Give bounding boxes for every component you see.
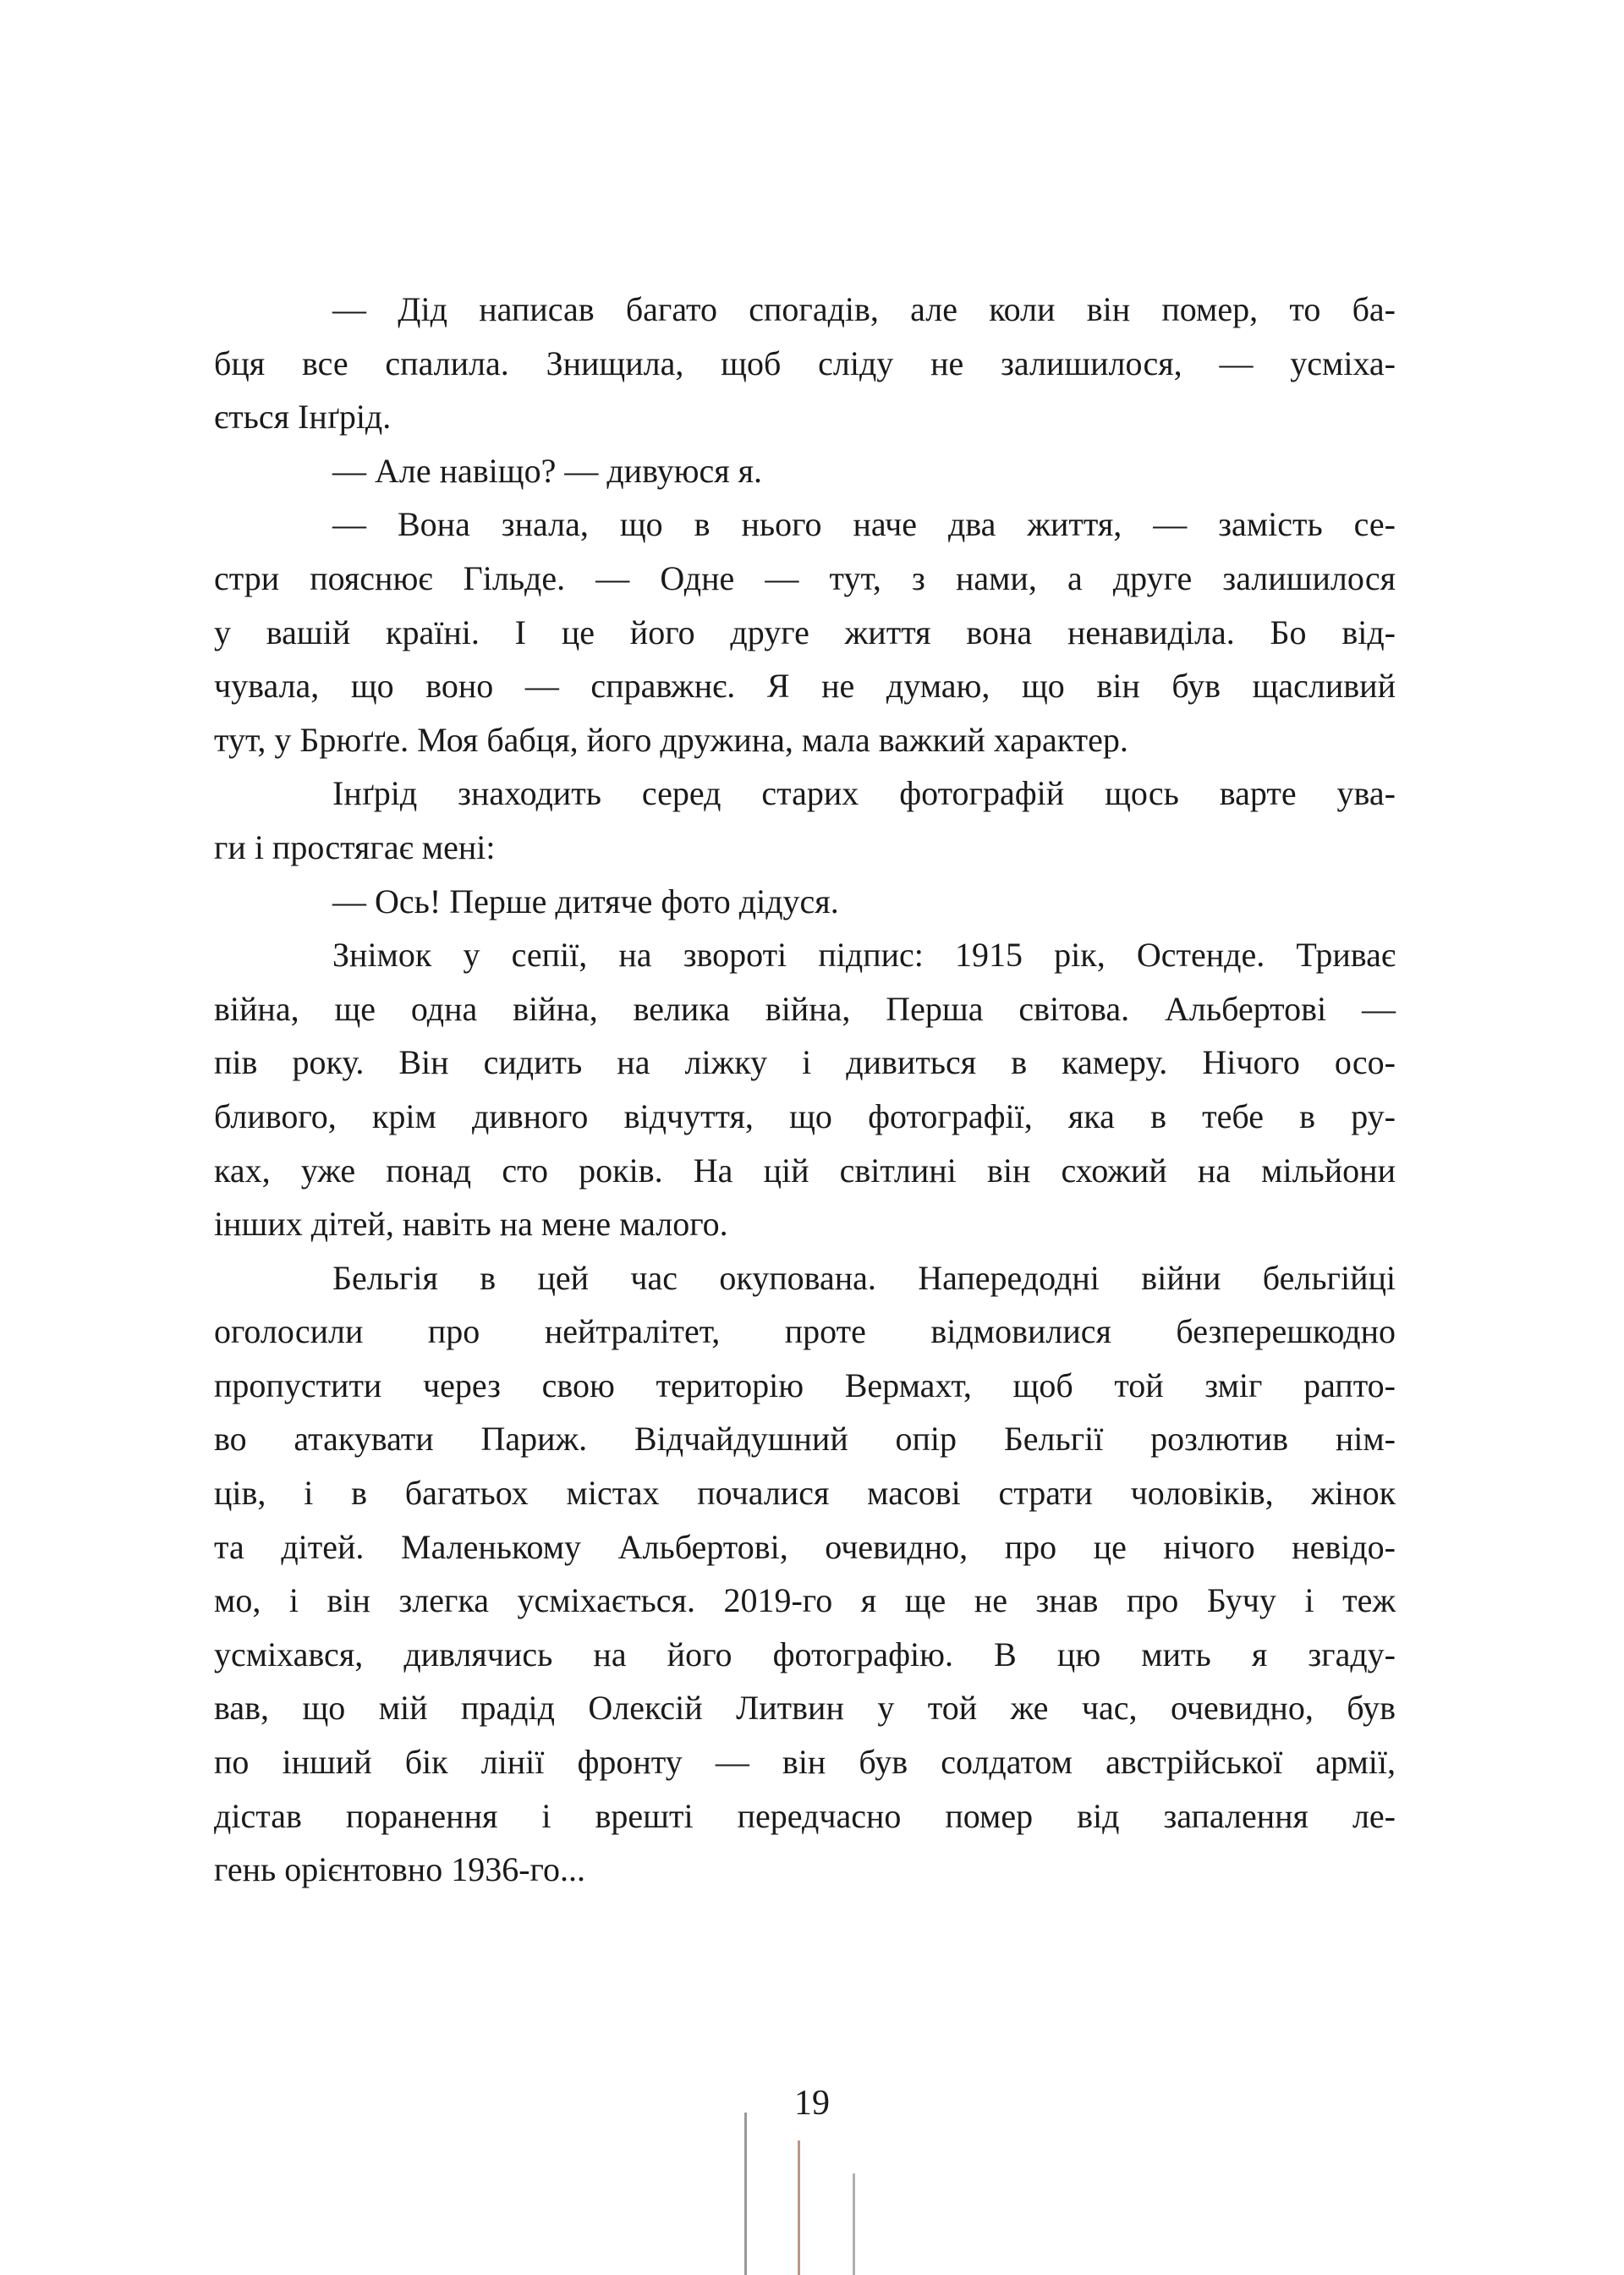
page-number: 19 (794, 2084, 830, 2123)
text-line: інших дітей, навіть на мене малого. (214, 1205, 728, 1244)
paragraph (214, 444, 1396, 498)
text-line: — Ось! Перше дитяче фото дідуся. (332, 882, 839, 920)
text-line: вав, що мій прадід Олексій Литвин у той же час, очевидно, був (214, 1689, 1396, 1728)
text-line: — Але навіщо? — дивуюся я. (332, 451, 763, 490)
text-line: війна, ще одна війна, велика війна, Перша світова. Альбертові — (214, 989, 1396, 1028)
text-line: стри пояснює Гільде. — Одне — тут, з нами, а друге залишилося (214, 558, 1396, 597)
text-line: чувала, що воно — справжнє. Я не думаю, що він був щасливий (214, 667, 1396, 706)
paragraph (214, 1251, 1396, 1897)
text-line: усміхався, дивлячись на його фотографію. В цю мить я згаду- (214, 1635, 1396, 1673)
text-line: гень орієнтовно 1936-го... (214, 1850, 585, 1889)
text-line: — Вона знала, що в нього наче два життя, — замість се- (332, 505, 1396, 544)
text-line: ги і простягає мені: (214, 827, 496, 866)
text-line: по інший бік лінії фронту — він був солдатом австрійської армії, (214, 1743, 1396, 1782)
text-line: пів року. Він сидить на ліжку і дивиться в камеру. Нічого осо- (214, 1043, 1396, 1082)
paragraph (214, 497, 1396, 767)
text-line: ках, уже понад сто років. На цій світлині він схожий на мільйони (214, 1151, 1396, 1190)
text-line: бця все спалила. Знищила, щоб сліду не залишилося, — усміха- (214, 343, 1396, 382)
paragraph (214, 928, 1396, 1251)
text-line: — Дід написав багато спогадів, але коли він помер, то ба- (332, 290, 1396, 328)
paragraph (214, 875, 1396, 929)
text-line: ється Інґрід. (214, 398, 392, 437)
decorative-rule-right (853, 2173, 855, 2275)
text-line: мо, і він злегка усміхається. 2019-го я ще не знав про Бучу і теж (214, 1581, 1396, 1620)
text-line: ців, і в багатьох містах почалися масові страти чоловіків, жінок (214, 1474, 1396, 1513)
text-line: пропустити через свою територію Вермахт, щоб той зміг рапто- (214, 1366, 1396, 1404)
text-line: та дітей. Маленькому Альбертові, очевидно, про це нічого невідо- (214, 1527, 1396, 1566)
text-line: тут, у Брюґґе. Моя бабця, його дружина, мала важкий характер. (214, 720, 1128, 759)
text-line: оголосили про нейтралітет, проте відмовилися безперешкодно (214, 1312, 1396, 1351)
text-line: Бельгія в цей час окупована. Напередодні війни бельгійці (332, 1258, 1396, 1297)
decorative-rule-left (744, 2113, 747, 2275)
text-line: Знімок у сепії, на звороті підпис: 1915 рік, Остенде. Триває (332, 936, 1396, 975)
body-text (214, 283, 1396, 1897)
paragraph (214, 283, 1396, 444)
decorative-rule-center (798, 2140, 800, 2275)
paragraph (214, 767, 1396, 874)
text-line: у вашій країні. І це його друге життя вона ненавиділа. Бо від- (214, 613, 1396, 651)
text-line: Інґрід знаходить серед старих фотографій щось варте ува- (332, 774, 1396, 813)
text-line: бливого, крім дивного відчуття, що фотографії, яка в тебе в ру- (214, 1096, 1396, 1135)
text-line: дістав поранення і врешті передчасно помер від запалення ле- (214, 1796, 1396, 1835)
text-line: во атакувати Париж. Відчайдушний опір Бельгії розлютив нім- (214, 1420, 1396, 1459)
